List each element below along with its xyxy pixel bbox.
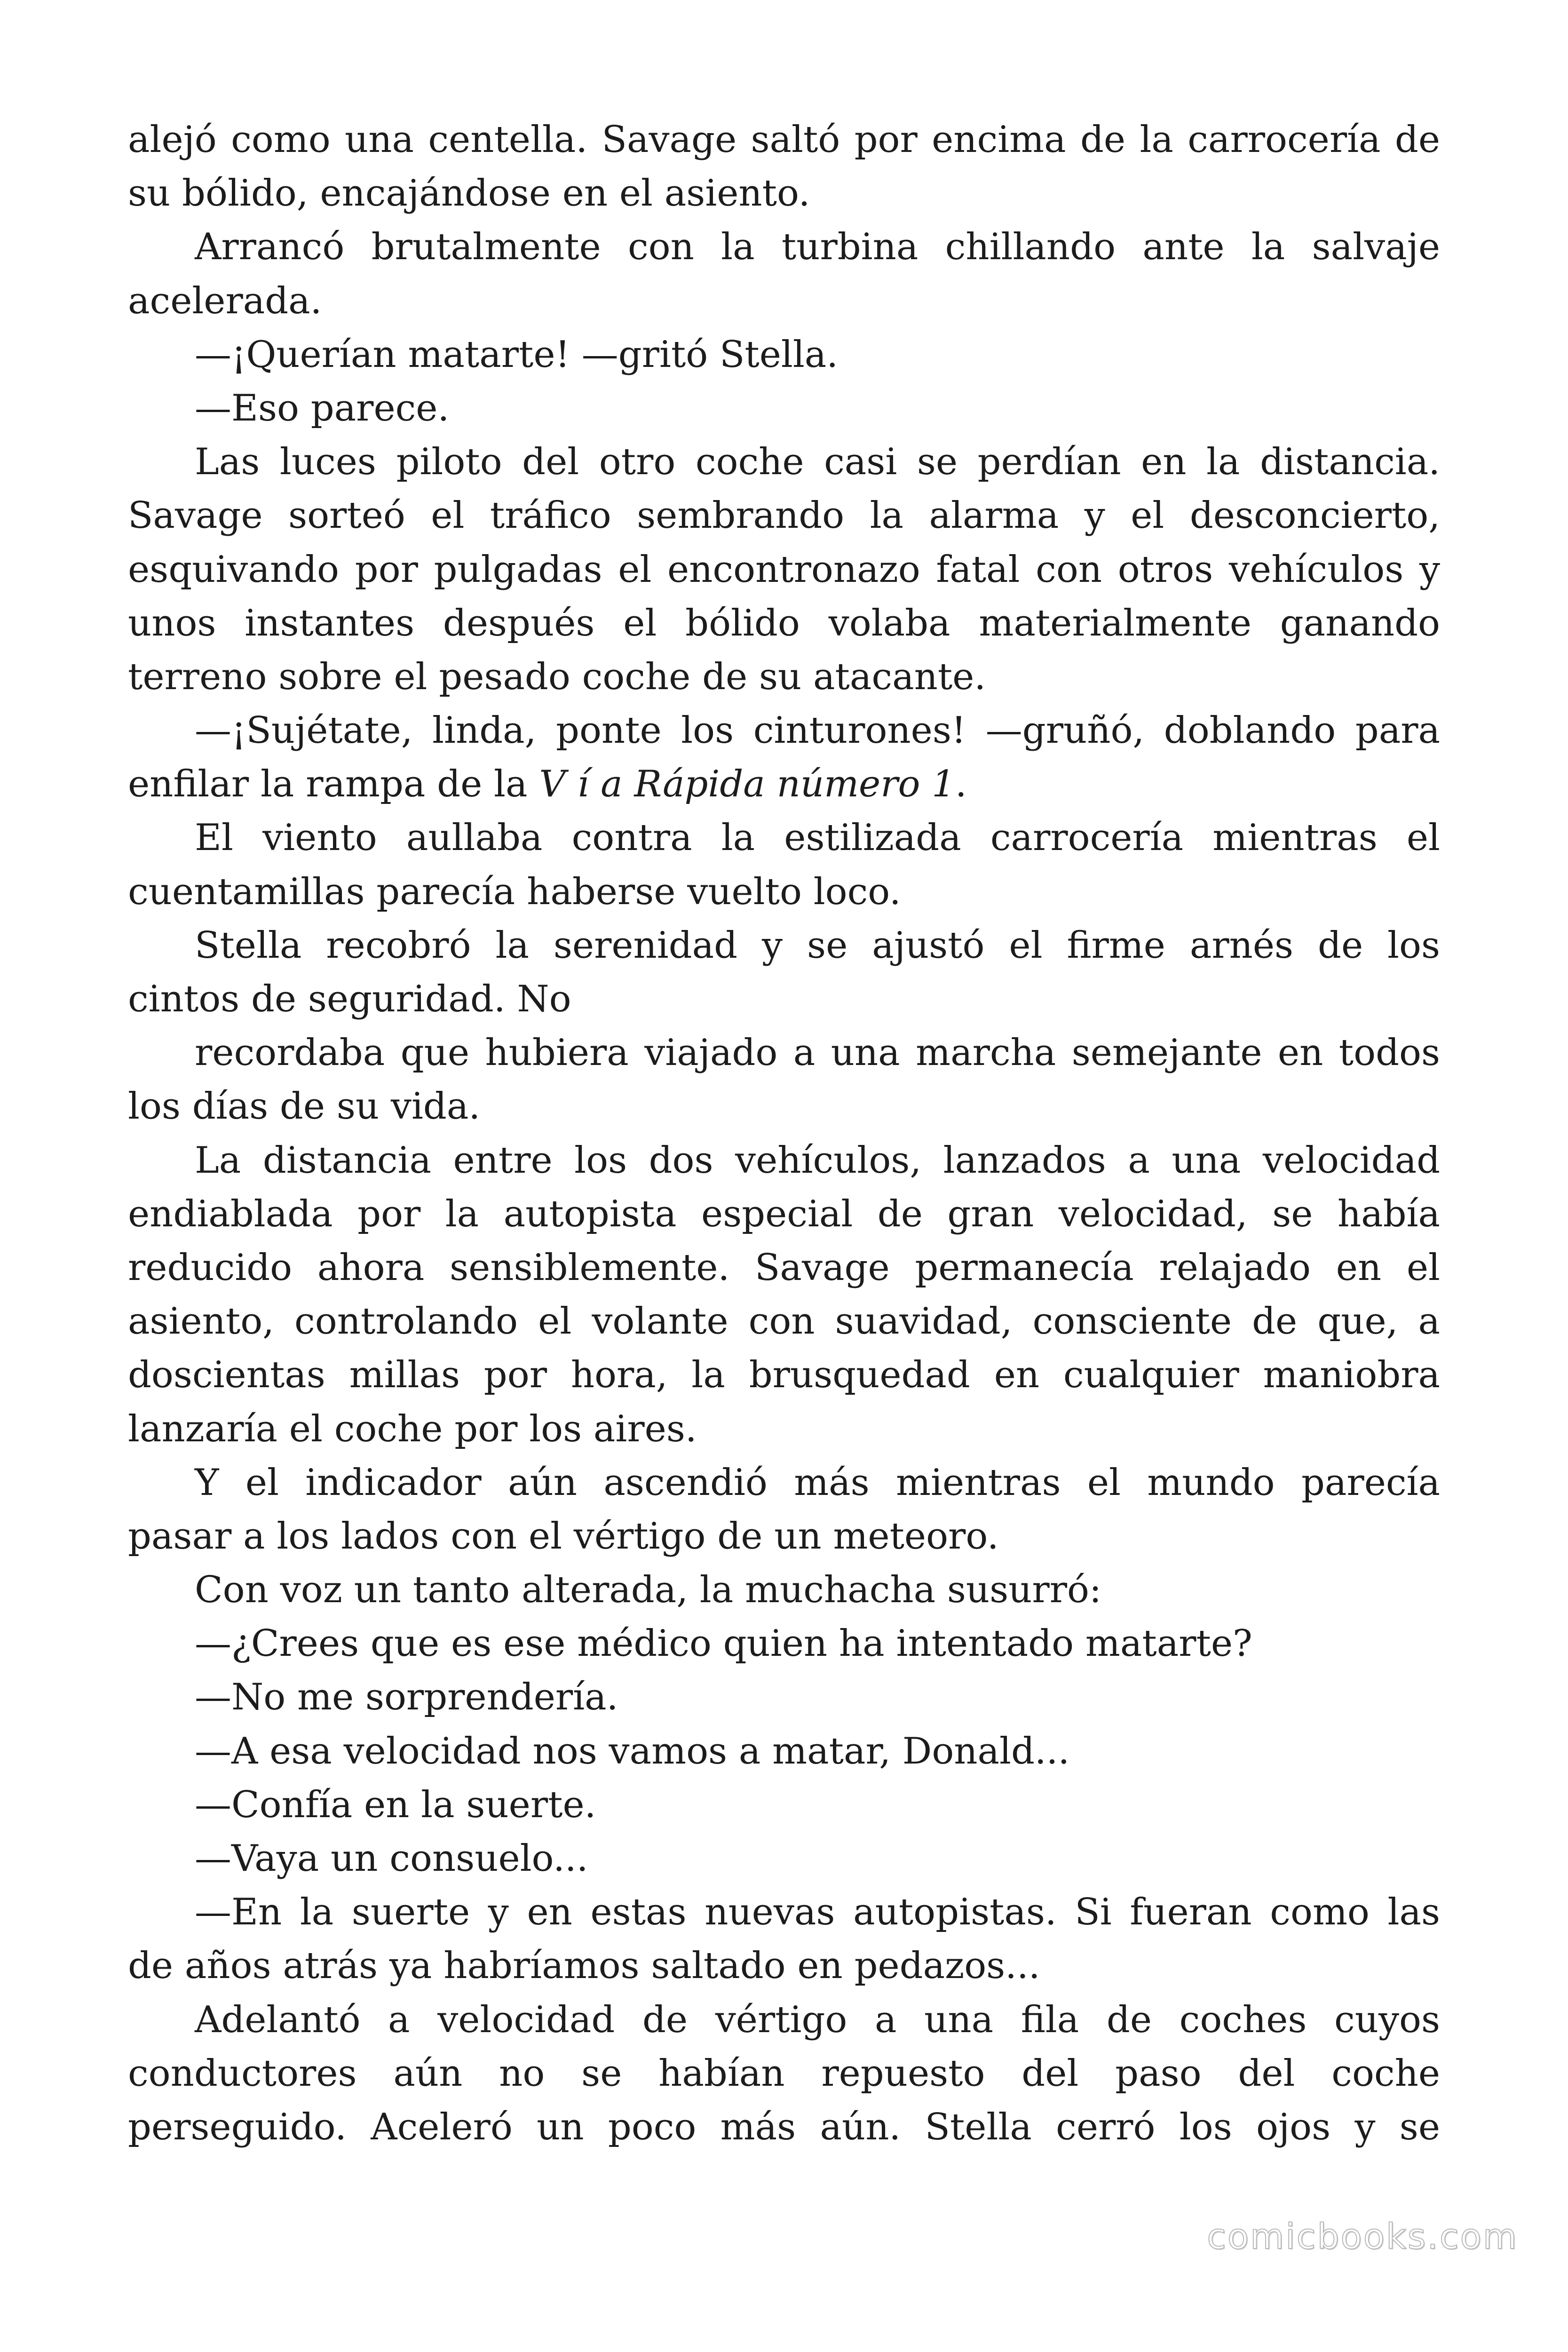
text-line-content: recordaba que hubiera viajado a una marcha semejante en todos [195, 1032, 1440, 1074]
text-line-content: cintos de seguridad. No [128, 978, 571, 1020]
text-line-content: —A esa velocidad nos vamos a matar, Donald... [195, 1730, 1070, 1772]
text-line [128, 757, 1440, 811]
text-line [128, 1241, 1440, 1295]
text-line [128, 543, 1440, 596]
text-line [128, 1080, 1440, 1133]
text-line-content: de años atrás ya habríamos saltado en pedazos... [128, 1945, 1040, 1987]
text-line-content: Adelantó a velocidad de vértigo a una fila de coches cuyos [195, 1998, 1440, 2041]
text-line-content: terreno sobre el pesado coche de su atacante. [128, 655, 986, 698]
text-line-content: Las luces piloto del otro coche casi se perdían en la distancia. [195, 441, 1440, 484]
text-line [128, 972, 1440, 1026]
text-line-content: pasar a los lados con el vértigo de un meteoro. [128, 1515, 999, 1557]
text-line [128, 1885, 1440, 1939]
text-line-content: doscientas millas por hora, la brusquedad en cualquier maniobra [128, 1354, 1440, 1397]
text-line [128, 1026, 1440, 1080]
text-line [128, 919, 1440, 972]
text-line-content: —Confía en la suerte. [195, 1783, 596, 1826]
text-line-content: perseguido. Aceleró un poco más aún. Stella cerró los ojos y se [128, 2106, 1440, 2148]
text-line-content: —En la suerte y en estas nuevas autopistas. Si fueran como las [195, 1891, 1440, 1934]
text-line [128, 2047, 1440, 2100]
text-line [128, 1993, 1440, 2047]
text-line [128, 1348, 1440, 1402]
text-line-content: —No me sorprendería. [195, 1676, 618, 1719]
text-line [128, 865, 1440, 919]
italic-text: V í a Rápida número 1 [539, 763, 955, 806]
text-line-content: —Eso parece. [195, 387, 450, 429]
text-line-content: El viento aullaba contra la estilizada carrocería mientras el [195, 817, 1440, 859]
text-line-content: enfilar la rampa de la [128, 763, 539, 806]
text-line [128, 1563, 1440, 1617]
text-line-content: unos instantes después el bólido volaba materialmente ganando [128, 602, 1440, 644]
text-line-content: alejó como una centella. Savage saltó por encima de la carrocería de [128, 119, 1440, 161]
text-line-content: La distancia entre los dos vehículos, lanzados a una velocidad [195, 1139, 1440, 1182]
watermark: comicbooks.com [1207, 2217, 1518, 2257]
text-line-content: Stella recobró la serenidad y se ajustó el firme arnés de los [195, 924, 1440, 967]
text-line [128, 1617, 1440, 1670]
text-line-content: los días de su vida. [128, 1085, 481, 1128]
text-line [128, 650, 1440, 704]
text-line-content: lanzaría el coche por los aires. [128, 1407, 697, 1450]
text-line-content: —¿Crees que es ese médico quien ha intentado matarte? [195, 1622, 1252, 1665]
text-line [128, 811, 1440, 865]
text-line [128, 381, 1440, 435]
text-line [128, 596, 1440, 650]
text-line [128, 167, 1440, 220]
text-line [128, 220, 1440, 274]
text-line [128, 1939, 1440, 1993]
text-line-content: Y el indicador aún ascendió más mientras el mundo parecía [195, 1461, 1440, 1504]
page-text [128, 113, 1440, 2154]
text-line-content: cuentamillas parecía haberse vuelto loco. [128, 870, 901, 913]
text-line-content: esquivando por pulgadas el encontronazo fatal con otros vehículos y [128, 548, 1440, 591]
text-line [128, 435, 1440, 489]
text-line-content: conductores aún no se habían repuesto del paso del coche [128, 2052, 1440, 2095]
text-line [128, 113, 1440, 167]
text-line-content: —¡Querían matarte! —gritó Stella. [195, 333, 839, 376]
text-line-content: reducido ahora sensiblemente. Savage permanecía relajado en el [128, 1246, 1440, 1289]
text-line-content: acelerada. [128, 279, 322, 322]
text-line-content: endiablada por la autopista especial de gran velocidad, se había [128, 1192, 1440, 1235]
text-line-content: Arrancó brutalmente con la turbina chillando ante la salvaje [195, 226, 1440, 269]
text-line [128, 1402, 1440, 1456]
text-line [128, 704, 1440, 757]
text-line [128, 1134, 1440, 1187]
text-line-content: asiento, controlando el volante con suavidad, consciente de que, a [128, 1300, 1440, 1343]
text-line [128, 1510, 1440, 1563]
text-line-content: —Vaya un consuelo... [195, 1837, 588, 1880]
text-line-tail: . [955, 763, 967, 806]
text-line-content: Con voz un tanto alterada, la muchacha susurró: [195, 1569, 1102, 1612]
text-line [128, 328, 1440, 381]
text-line [128, 489, 1440, 542]
text-line-content: —¡Sujétate, linda, ponte los cinturones! —gruñó, doblando para [195, 709, 1440, 752]
text-line [128, 1670, 1440, 1724]
text-line [128, 1456, 1440, 1510]
text-line [128, 2100, 1440, 2154]
text-line [128, 1295, 1440, 1348]
text-line [128, 1187, 1440, 1241]
text-line-content: Savage sorteó el tráfico sembrando la alarma y el desconcierto, [128, 494, 1440, 537]
text-line [128, 274, 1440, 328]
text-line-content: su bólido, encajándose en el asiento. [128, 172, 810, 215]
text-line [128, 1778, 1440, 1832]
text-line [128, 1832, 1440, 1885]
text-line [128, 1724, 1440, 1778]
